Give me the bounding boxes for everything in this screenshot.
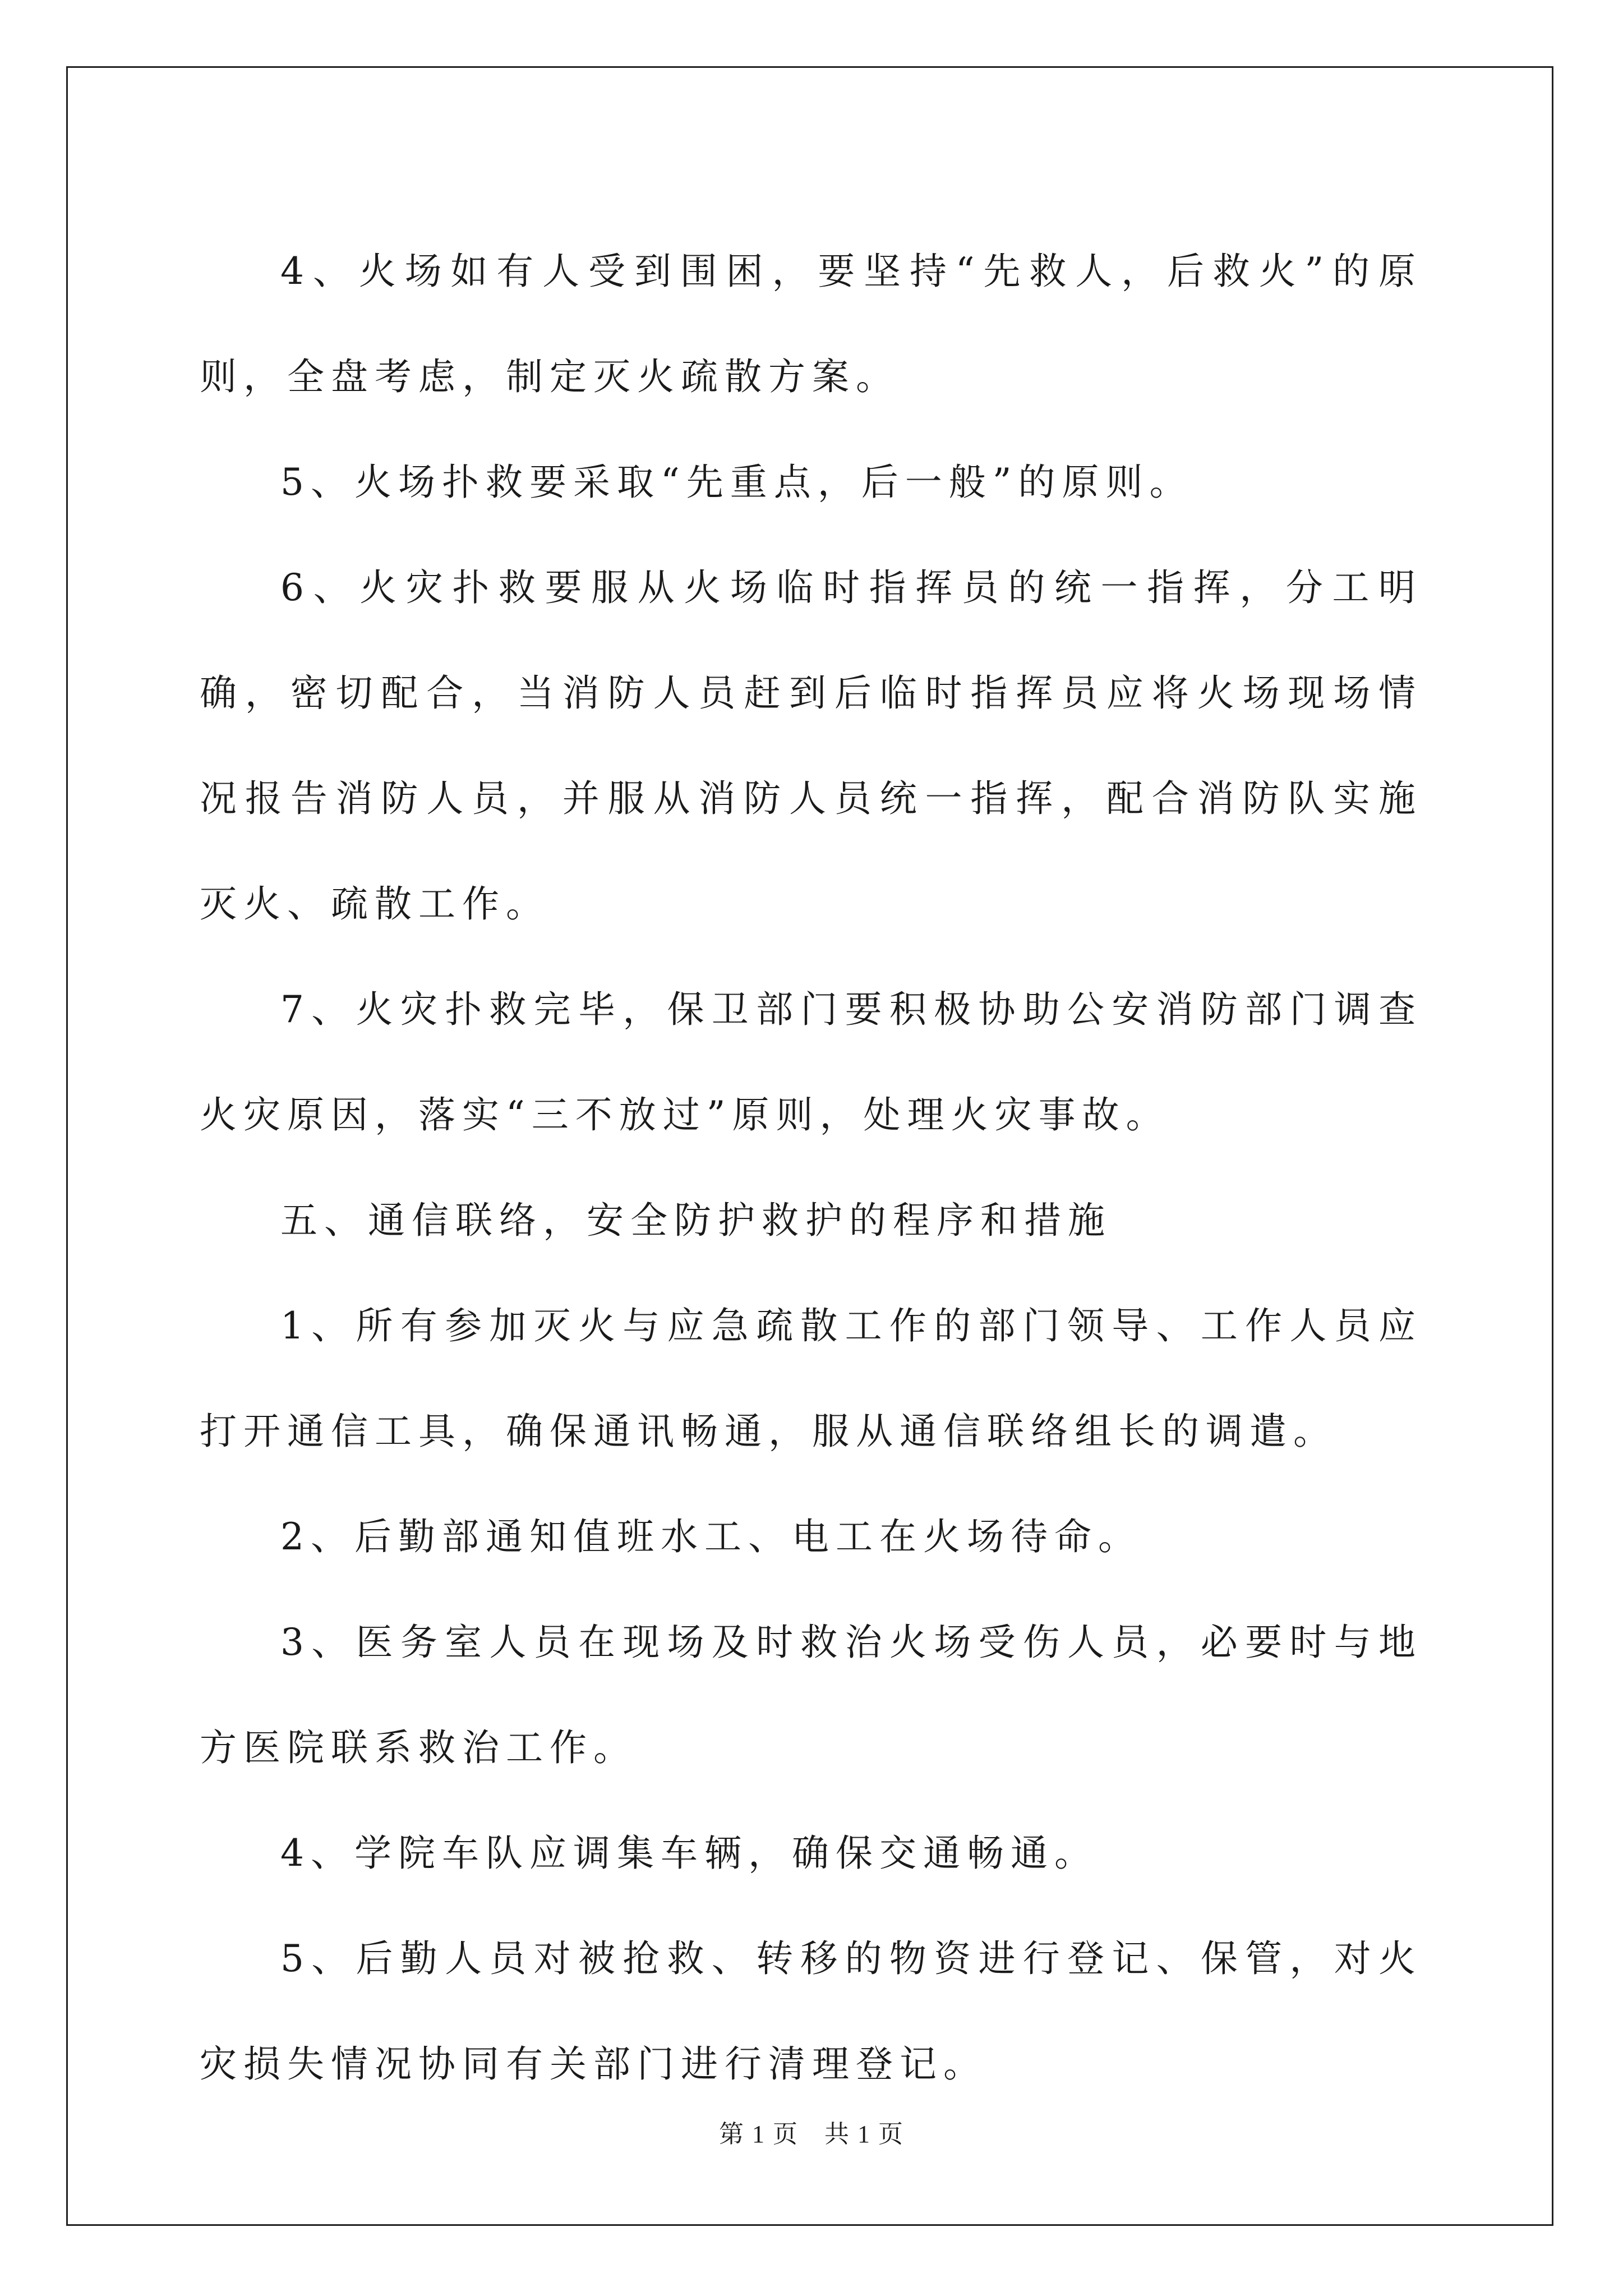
paragraph-fire-priority: 5、火场扑救要采取“先重点，后一般”的原则。 <box>280 461 1193 504</box>
paragraph-materials: 5、后勤人员对被抢救、转移的物资进行登记、保管，对火灾损失情况协同有关部门进行清理登记。 <box>200 1937 1422 2086</box>
document-body <box>200 219 1422 2117</box>
paragraph-fire-command: 6、火灾扑救要服从火场临时指挥员的统一指挥，分工明确，密切配合，当消防人员赶到后临时指挥员应将火场现场情况报告消防人员，并服从消防人员统一指挥，配合消防队实施灭火、疏散工作。 <box>200 566 1422 926</box>
paragraph-fire-trapped: 4、火场如有人受到围困，要坚持“先救人，后救火”的原则，全盘考虑，制定灭火疏散方案。 <box>200 250 1422 398</box>
paragraph-logistics-standby: 2、后勤部通知值班水工、电工在火场待命。 <box>280 1515 1142 1558</box>
paragraph-comm-tools: 1、所有参加灭火与应急疏散工作的部门领导、工作人员应打开通信工具，确保通讯畅通，服从通信联络组长的调遣。 <box>200 1304 1422 1453</box>
paragraph-fire-investigation: 7、火灾扑救完毕，保卫部门要积极协助公安消防部门调查火灾原因，落实“三不放过”原则，处理火灾事故。 <box>200 988 1422 1137</box>
paragraph-vehicles: 4、学院车队应调集车辆，确保交通畅通。 <box>280 1832 1098 1875</box>
section-heading-communications: 五、通信联络，安全防护救护的程序和措施 <box>280 1199 1112 1242</box>
paragraph-medical: 3、医务室人员在现场及时救治火场受伤人员，必要时与地方医院联系救治工作。 <box>200 1621 1422 1769</box>
page-number-footer: 第 1 页 共 1 页 <box>719 2120 904 2148</box>
